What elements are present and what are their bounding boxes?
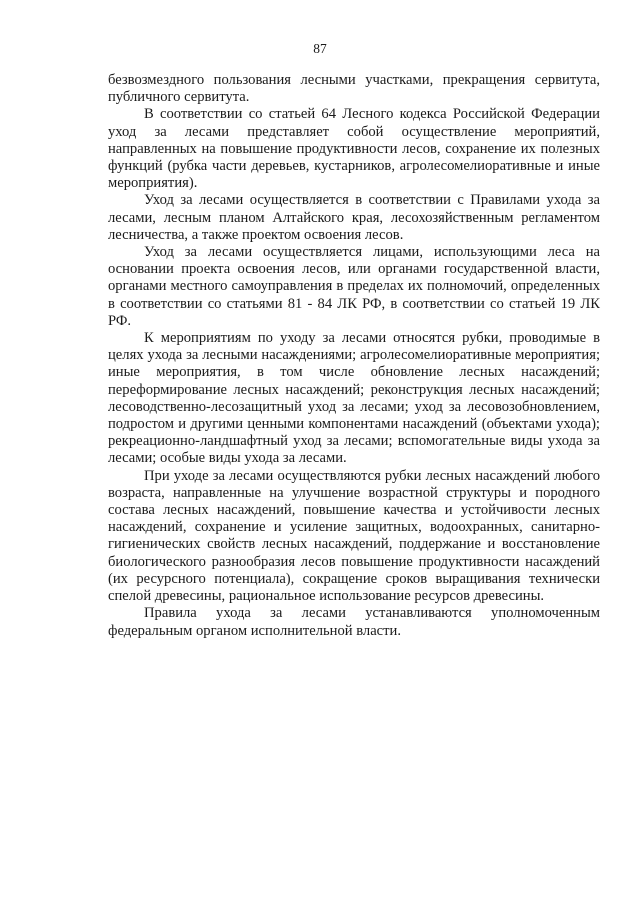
paragraph-responsible-parties: Уход за лесами осуществляется лицами, использующими леса на основании проекта освоения лесов, или органами государственной власти, органами местного самоуправления в пределах их полномочий, определенных в соответствии со статьями 81 - 84 ЛК РФ, в соответствии со статьей 19 ЛК РФ. (108, 244, 600, 329)
page-number: 87 (313, 41, 327, 56)
paragraph-article-64: В соответствии со статьей 64 Лесного кодекса Российской Федерации уход за лесами представляет собой осуществление мероприятий, направленных на повышение продуктивности лесов, сохранение их полезных функций (рубка части деревьев, кустарников, агролесомелиоративные и иные мероприятия). (108, 106, 600, 192)
document-body (108, 72, 600, 640)
paragraph-rules-authority: Правила ухода за лесами устанавливаются уполномоченным федеральным органом исполнительной власти. (108, 605, 600, 639)
paragraph-continuation: безвозмездного пользования лесными участками, прекращения сервитута, публичного сервитута. (108, 72, 600, 106)
paragraph-rules-compliance: Уход за лесами осуществляется в соответствии с Правилами ухода за лесами, лесным планом Алтайского края, лесохозяйственным регламентом лесничества, а также проектом освоения лесов. (108, 192, 600, 243)
paragraph-care-measures: К мероприятиям по уходу за лесами относятся рубки, проводимые в целях ухода за лесными насаждениями; агролесомелиоративные мероприятия; иные мероприятия, в том числе обновление лесных насаждений; переформирование лесных насаждений; реконструкция лесных насаждений; лесоводственно-лесозащитный уход за лесами; уход за лесовозобновлением, подростом и другими ценными компонентами насаждений (объектами ухода); рекреационно-ландшафтный уход за лесами; вспомогательные виды ухода за лесами; особые виды ухода за лесами. (108, 330, 600, 467)
paragraph-felling: При уходе за лесами осуществляются рубки лесных насаждений любого возраста, направленные на улучшение возрастной структуры и породного состава лесных насаждений, повышение качества и устойчивости лесных насаждений, сохранение и усиление защитных, водоохранных, санитарно-гигиенических свойств лесных насаждений, поддержание и восстановление биологического разнообразия лесов повышение продуктивности насаждений (их ресурсного потенциала), сокращение сроков выращивания технически спелой древесины, рациональное использование ресурсов древесины. (108, 467, 600, 605)
